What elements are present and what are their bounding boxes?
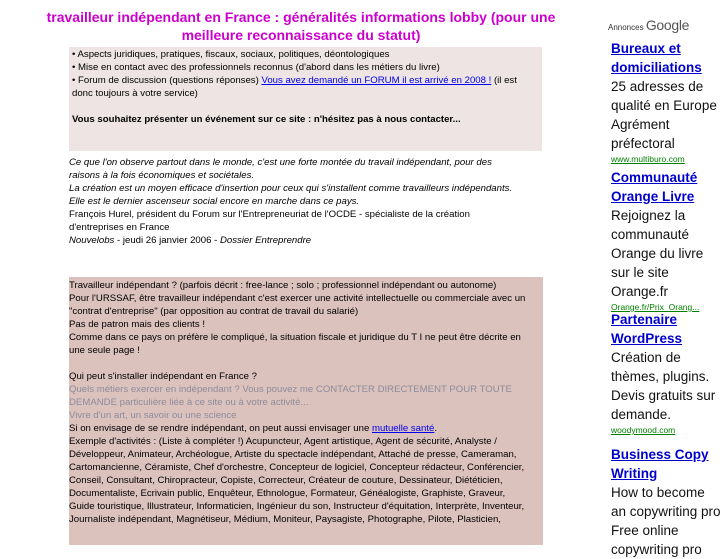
ads-label: Annonces [608, 23, 646, 32]
ad-item [611, 310, 723, 436]
quote-line: Ce que l'on observe partout dans le monde, c'est une forte montée du travail indépendant, pour des [69, 157, 492, 168]
info-line-gray: Quels métiers exercer en indépendant ? Vous pouvez me CONTACTER DIRECTEMENT POUR TOUTE [69, 384, 512, 395]
source-name: Nouvelobs [69, 235, 115, 246]
ad-title-link[interactable]: Communauté Orange Livre [611, 170, 698, 204]
ad-title-link[interactable]: Partenaire WordPress [611, 312, 683, 346]
info-line: Pour l'URSSAF, être travailleur indépendant c'est exercer une activité intellectuelle ou commerciale avec un [69, 293, 526, 304]
activity-line: Documentaliste, Ecrivain public, Enquêteur, Ethnologue, Formateur, Généalogiste, Graphiste, Graveur, [69, 488, 506, 499]
quote-source [69, 234, 549, 247]
quote-line: raisons à la fois économiques et sociétales. [69, 170, 255, 181]
page-title: travailleur indépendant en France : généralités informations lobby (pour une meilleure reconnaissance du statut) [46, 9, 556, 43]
ad-url-link[interactable]: www.multiburo.com [611, 154, 685, 164]
activity-line: Guide touristique, Illustrateur, Informaticien, Ingénieur du son, Instructeur d'équitation, Interprète, Inventeur, [69, 501, 525, 512]
mutuelle-line [69, 422, 543, 435]
ad-url-link[interactable]: Orange.fr/Prix_Orang... [611, 302, 700, 312]
google-logo: Google [645, 17, 690, 33]
ad-title-link[interactable]: Business Copy Writing [611, 447, 709, 481]
ad-item [611, 39, 723, 165]
mutuelle-prefix: Si on envisage de se rendre indépendant, on peut aussi envisager une [69, 423, 372, 434]
info-line: Travailleur indépendant ? (parfois décrit : free-lance ; solo ; professionnel indépendant ou autonome) [69, 280, 497, 291]
intro-item: • Mise en contact avec des professionnels reconnus (d'abord dans les métiers du livre) [72, 62, 440, 73]
ad-description: Création de thèmes, plugins. Devis gratuits sur demande. [611, 350, 716, 422]
ad-description: 25 adresses de qualité en Europe Agrément préfectoral [611, 79, 717, 151]
info-line-gray: Vivre d'un art, un savoir ou une science [69, 410, 237, 421]
intro-item: • Aspects juridiques, pratiques, fiscaux, sociaux, politiques, déontologiques [72, 49, 390, 60]
mutuelle-suffix: . [434, 423, 438, 434]
mutuelle-link[interactable]: mutuelle santé [371, 423, 435, 434]
info-line: "contrat d'entreprise" (par opposition au contrat de travail du salarié) [69, 306, 359, 317]
activity-line: Conseil, Consultant, Chiropracteur, Copiste, Correcteur, Créateur de couture, Dessinateur, Diététicien, [69, 475, 503, 486]
source-title: Dossier Entreprendre [219, 235, 312, 246]
activity-line: Cartomancienne, Céramiste, Chef d'orchestre, Concepteur de logiciel, Concepteur rédacteur, Conférencier, [69, 462, 525, 473]
ad-description: How to become an copywriting pro Free online copywriting pro [611, 485, 721, 557]
quote-author: François Hurel, président du Forum sur l'Entrepreneuriat de l'OCDE - spécialiste de la création [69, 209, 470, 220]
info-box [69, 277, 543, 545]
source-date: - jeudi 26 janvier 2006 - [114, 235, 220, 246]
forum-link[interactable]: Vous avez demandé un FORUM il est arrivé en 2008 ! [261, 75, 492, 86]
activity-line: Exemple d'activités : (Liste à compléter !) Acupuncteur, Agent artistique, Agent de sécurité, Analyste / [69, 436, 497, 447]
forum-line [72, 74, 539, 87]
forum-prefix: • Forum de discussion (questions réponses) [72, 75, 262, 86]
activity-line: Développeur, Animateur, Archéologue, Artiste du spectacle indépendant, Attaché de presse, Cameraman, [69, 449, 517, 460]
info-line: Pas de patron mais des clients ! [69, 319, 205, 330]
event-invite-text: Vous souhaitez présenter un événement sur ce site : n'hésitez pas à nous contacter... [72, 114, 461, 125]
intro-box [69, 47, 542, 151]
ad-url-link[interactable]: woodymood.com [611, 425, 676, 435]
ad-item [611, 168, 723, 313]
forum-suffix: (il est [491, 75, 517, 86]
quote-block [69, 156, 549, 247]
info-line: Comme dans ce pays on préfère le compliqué, la situation fiscale et juridique du T I ne peut être décrite en [69, 332, 521, 343]
quote-line: La création est un moyen efficace d'insertion pour ceux qui s'installent comme travailleurs indépendants. [69, 183, 513, 194]
info-line: une seule page ! [69, 345, 140, 356]
info-line: Qui peut s'installer indépendant en France ? [69, 371, 257, 382]
ad-title-link[interactable]: Bureaux et domiciliations [611, 41, 702, 75]
ads-header [608, 17, 689, 33]
info-line [69, 357, 543, 370]
forum-line-cont: donc toujours à votre service) [72, 88, 198, 99]
info-line-gray: DEMANDE particulière liée à ce site ou à votre activité... [69, 397, 309, 408]
quote-author: d'entreprises en France [69, 222, 170, 233]
ad-item [611, 445, 723, 559]
quote-line: Elle est le dernier ascenseur social encore en marche dans ce pays. [69, 196, 360, 207]
ad-description: Rejoignez la communauté Orange du livre sur le site Orange.fr [611, 208, 704, 299]
activity-line: Journaliste indépendant, Magnétiseur, Médium, Moniteur, Paysagiste, Photographe, Pilote, Plasticien, [69, 514, 501, 525]
